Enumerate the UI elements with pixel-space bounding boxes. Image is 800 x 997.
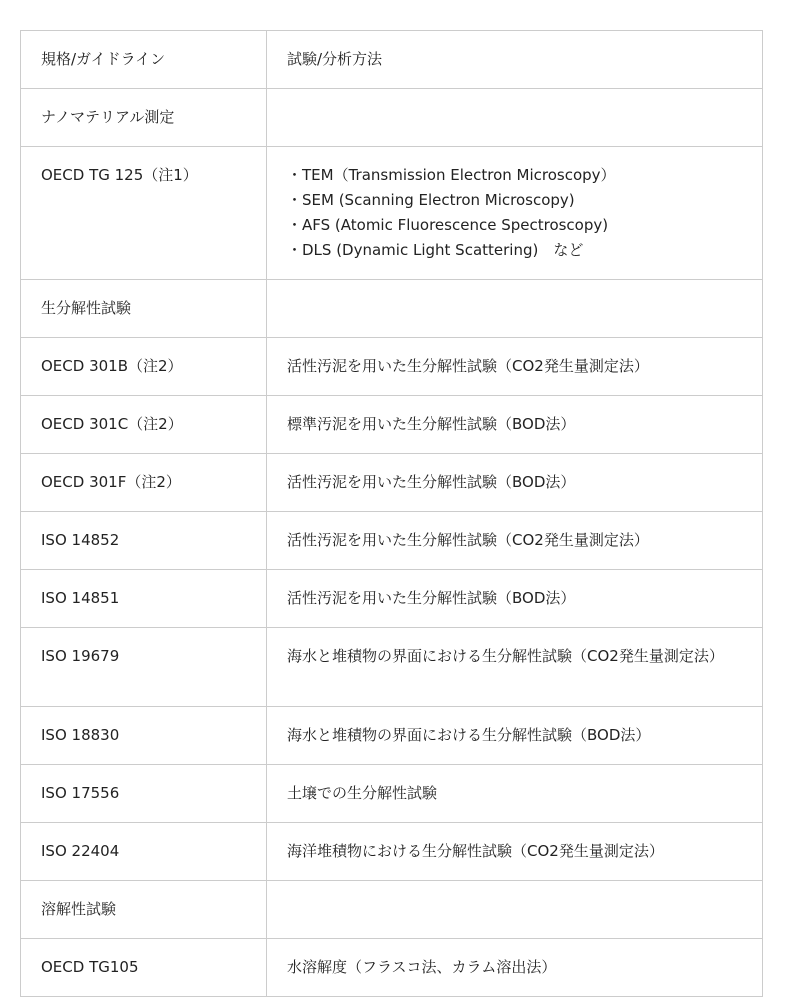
method-cell: 活性汚泥を用いた生分解性試験（BOD法） (267, 454, 763, 512)
table-row (21, 338, 763, 396)
standard-cell: ISO 19679 (21, 628, 267, 707)
standard-cell: OECD 301C（注2） (21, 396, 267, 454)
standard-cell: OECD 301F（注2） (21, 454, 267, 512)
table-row (21, 512, 763, 570)
method-cell: 水溶解度（フラスコ法、カラム溶出法） (267, 939, 763, 997)
table-row (21, 396, 763, 454)
section-row-solubility (21, 881, 763, 939)
table-cell (267, 89, 763, 147)
table-row (21, 454, 763, 512)
method-list-cell (267, 147, 763, 280)
header-standard: 規格/ガイドライン (21, 31, 267, 89)
method-cell: 標準汚泥を用いた生分解性試験（BOD法） (267, 396, 763, 454)
table-row (21, 147, 763, 280)
section-row-nanomaterial (21, 89, 763, 147)
standard-cell: ISO 17556 (21, 765, 267, 823)
section-row-biodegradation (21, 280, 763, 338)
method-list-item: ・TEM（Transmission Electron Microscopy） (287, 166, 616, 184)
standard-cell: OECD 301B（注2） (21, 338, 267, 396)
table-cell (267, 881, 763, 939)
method-list-item: ・SEM (Scanning Electron Microscopy) (287, 191, 575, 209)
method-list-item: ・AFS (Atomic Fluorescence Spectroscopy) (287, 216, 609, 234)
method-cell: 土壌での生分解性試験 (267, 765, 763, 823)
table-row (21, 707, 763, 765)
standard-cell: OECD TG 125（注1） (21, 147, 267, 280)
standard-cell: ISO 22404 (21, 823, 267, 881)
method-cell: 活性汚泥を用いた生分解性試験（CO2発生量測定法） (267, 338, 763, 396)
table-row (21, 628, 763, 707)
table-row (21, 939, 763, 997)
table-row (21, 765, 763, 823)
standard-cell: ISO 14851 (21, 570, 267, 628)
standards-table (20, 30, 763, 997)
standard-cell: ISO 14852 (21, 512, 267, 570)
method-list-item: ・DLS (Dynamic Light Scattering) など (287, 241, 584, 259)
table-row (21, 823, 763, 881)
header-row (21, 31, 763, 89)
header-method: 試験/分析方法 (267, 31, 763, 89)
method-cell: 海水と堆積物の界面における生分解性試験（BOD法） (267, 707, 763, 765)
section-label: 溶解性試験 (21, 881, 267, 939)
standard-cell: ISO 18830 (21, 707, 267, 765)
method-cell: 活性汚泥を用いた生分解性試験（CO2発生量測定法） (267, 512, 763, 570)
table-cell (267, 280, 763, 338)
method-cell: 活性汚泥を用いた生分解性試験（BOD法） (267, 570, 763, 628)
table-row (21, 570, 763, 628)
section-label: 生分解性試験 (21, 280, 267, 338)
section-label: ナノマテリアル測定 (21, 89, 267, 147)
method-cell: 海洋堆積物における生分解性試験（CO2発生量測定法） (267, 823, 763, 881)
standard-cell: OECD TG105 (21, 939, 267, 997)
method-cell: 海水と堆積物の界面における生分解性試験（CO2発生量測定法） (267, 628, 763, 707)
